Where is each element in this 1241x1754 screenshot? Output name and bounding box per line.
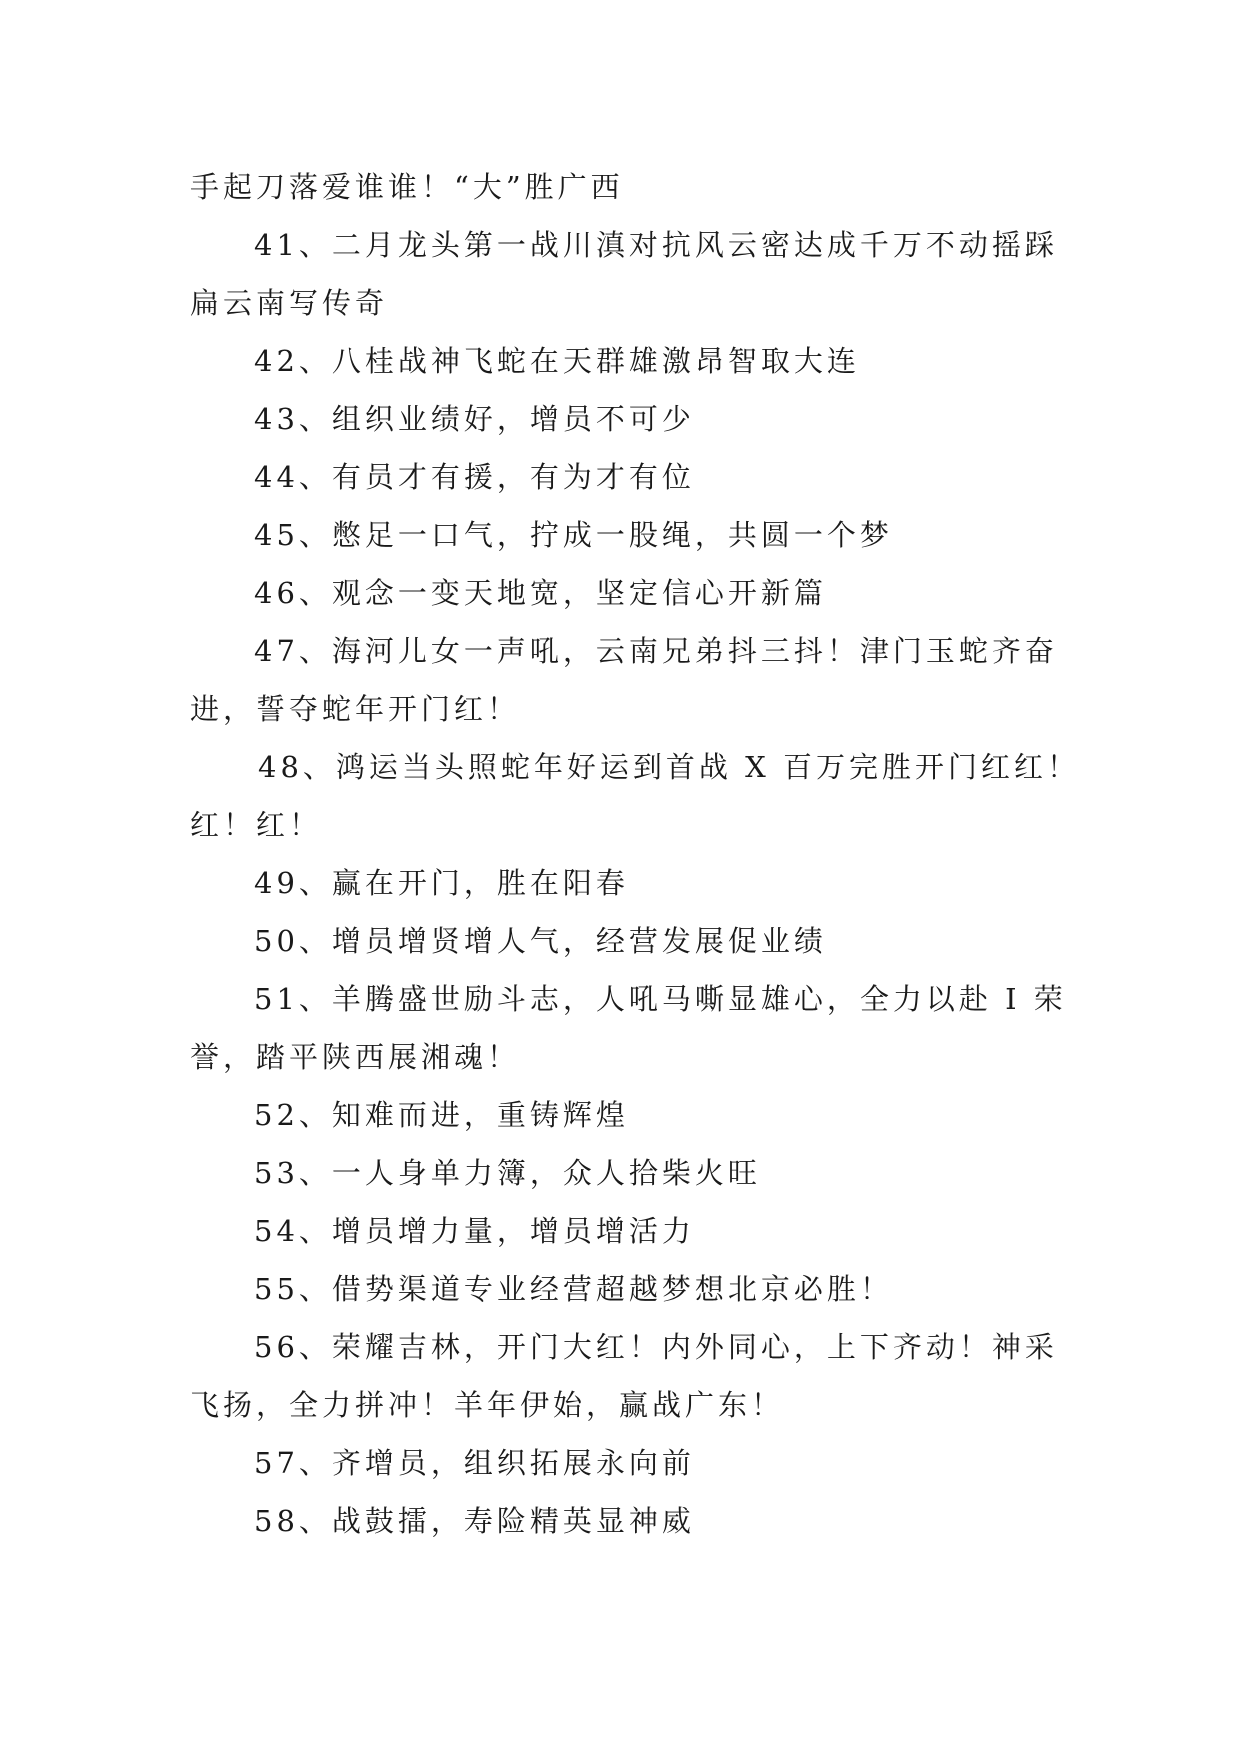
list-item-50: 50、增员增贤增人气，经营发展促业绩 [254, 924, 827, 958]
list-item-45: 45、憋足一口气，拧成一股绳，共圆一个梦 [254, 518, 893, 552]
list-item-58: 58、战鼓擂，寿险精英显神威 [254, 1504, 695, 1538]
list-item-41: 41、二月龙头第一战川滇对抗风云密达成千万不动摇踩 [254, 228, 1058, 262]
list-item-55: 55、借势渠道专业经营超越梦想北京必胜！ [254, 1272, 893, 1306]
list-item-57: 57、齐增员，组织拓展永向前 [254, 1446, 695, 1480]
list-item-43: 43、组织业绩好，增员不可少 [254, 402, 695, 436]
list-item-49: 49、赢在开门，胜在阳春 [254, 866, 629, 900]
list-item-42: 42、八桂战神飞蛇在天群雄激昂智取大连 [254, 344, 860, 378]
text-line: 红！红！ [190, 808, 323, 842]
list-item-48: 48、鸿运当头照蛇年好运到首战 X 百万完胜开门红红！ [258, 750, 1080, 784]
list-item-46: 46、观念一变天地宽，坚定信心开新篇 [254, 576, 827, 610]
list-item-44: 44、有员才有援，有为才有位 [254, 460, 695, 494]
list-item-52: 52、知难而进，重铸辉煌 [254, 1098, 629, 1132]
list-item-51: 51、羊腾盛世励斗志，人吼马嘶显雄心，全力以赴 I 荣 [254, 982, 1067, 1016]
text-line: 扁云南写传奇 [190, 286, 389, 320]
list-item-53: 53、一人身单力簿，众人拾柴火旺 [254, 1156, 761, 1190]
text-line: 手起刀落爱谁谁！“大”胜广西 [190, 170, 624, 204]
text-line: 进，誓夺蛇年开门红！ [190, 692, 521, 726]
text-line: 飞扬，全力拼冲！羊年伊始，赢战广东！ [190, 1388, 785, 1422]
list-item-56: 56、荣耀吉林，开门大红！内外同心，上下齐动！神采 [254, 1330, 1058, 1364]
list-item-47: 47、海河儿女一声吼，云南兄弟抖三抖！津门玉蛇齐奋 [254, 634, 1058, 668]
list-item-54: 54、增员增力量，增员增活力 [254, 1214, 695, 1248]
text-line: 誉，踏平陕西展湘魂！ [190, 1040, 521, 1074]
document-body [190, 158, 1080, 1550]
